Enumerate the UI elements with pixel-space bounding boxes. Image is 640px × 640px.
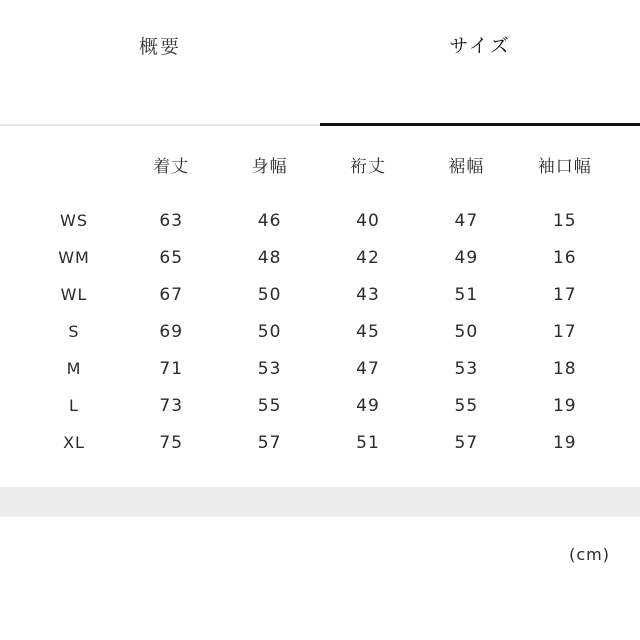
cell-l-1: 55 [257,395,282,416]
column-header-2: 裄丈 [349,156,386,177]
table-row [26,424,614,461]
table-header-row [26,126,614,202]
column-header-1: 身幅 [251,156,288,177]
cell-wm-4: 16 [552,247,577,268]
table-row [26,276,614,313]
tab-overview-label: 概要 [138,35,181,58]
cell-l-3: 55 [454,395,479,416]
cell-wl-3: 51 [454,284,479,305]
table-corner-cell [26,126,122,202]
row-label-xl: XL [63,433,85,452]
cell-s-4: 17 [552,321,577,342]
table-row [26,313,614,350]
cell-l-4: 19 [552,395,577,416]
tab-size-label: サイズ [449,35,511,57]
bottom-spacer [0,600,640,640]
cell-m-4: 18 [552,358,577,379]
cell-wl-4: 17 [552,284,577,305]
unit-label: (cm) [569,545,610,564]
cell-wl-0: 67 [159,284,184,305]
cell-s-3: 50 [454,321,479,342]
table-row [26,387,614,424]
cell-m-1: 53 [257,358,282,379]
row-label-m: M [66,359,82,378]
column-header-4: 袖口幅 [537,156,592,177]
cell-xl-2: 51 [356,432,380,453]
cell-ws-0: 63 [159,210,184,231]
cell-ws-3: 47 [454,210,479,231]
tab-bar [0,0,640,126]
cell-s-0: 69 [159,321,184,342]
cell-ws-1: 46 [257,210,282,231]
section-divider-band [0,487,640,517]
row-label-wm: WM [58,248,90,267]
cell-ws-4: 15 [552,210,577,231]
column-header-0: 着丈 [153,156,190,177]
tab-size[interactable] [320,0,640,126]
cell-ws-2: 40 [356,210,380,231]
cell-xl-1: 57 [257,432,282,453]
size-table-head [26,126,614,202]
cell-l-2: 49 [356,395,380,416]
cell-xl-3: 57 [454,432,479,453]
cell-s-1: 50 [257,321,282,342]
cell-wm-2: 42 [356,247,380,268]
cell-wm-0: 65 [159,247,184,268]
cell-m-3: 53 [454,358,479,379]
table-row [26,350,614,387]
row-label-l: L [69,396,79,415]
cell-wl-2: 43 [356,284,380,305]
table-row [26,202,614,239]
cell-m-2: 47 [356,358,380,379]
cell-xl-0: 75 [159,432,184,453]
cell-s-2: 45 [356,321,380,342]
tab-overview[interactable] [0,0,320,126]
cell-wm-3: 49 [454,247,479,268]
row-label-s: S [68,322,80,341]
size-table-wrapper [0,126,640,461]
cell-m-0: 71 [159,358,184,379]
cell-l-0: 73 [159,395,184,416]
row-label-ws: WS [60,211,88,230]
size-table-body [26,202,614,461]
cell-wl-1: 50 [257,284,282,305]
table-row [26,239,614,276]
row-label-wl: WL [60,285,88,304]
cell-wm-1: 48 [257,247,282,268]
column-header-3: 裾幅 [448,156,485,177]
size-table [26,126,614,461]
cell-xl-4: 19 [552,432,577,453]
